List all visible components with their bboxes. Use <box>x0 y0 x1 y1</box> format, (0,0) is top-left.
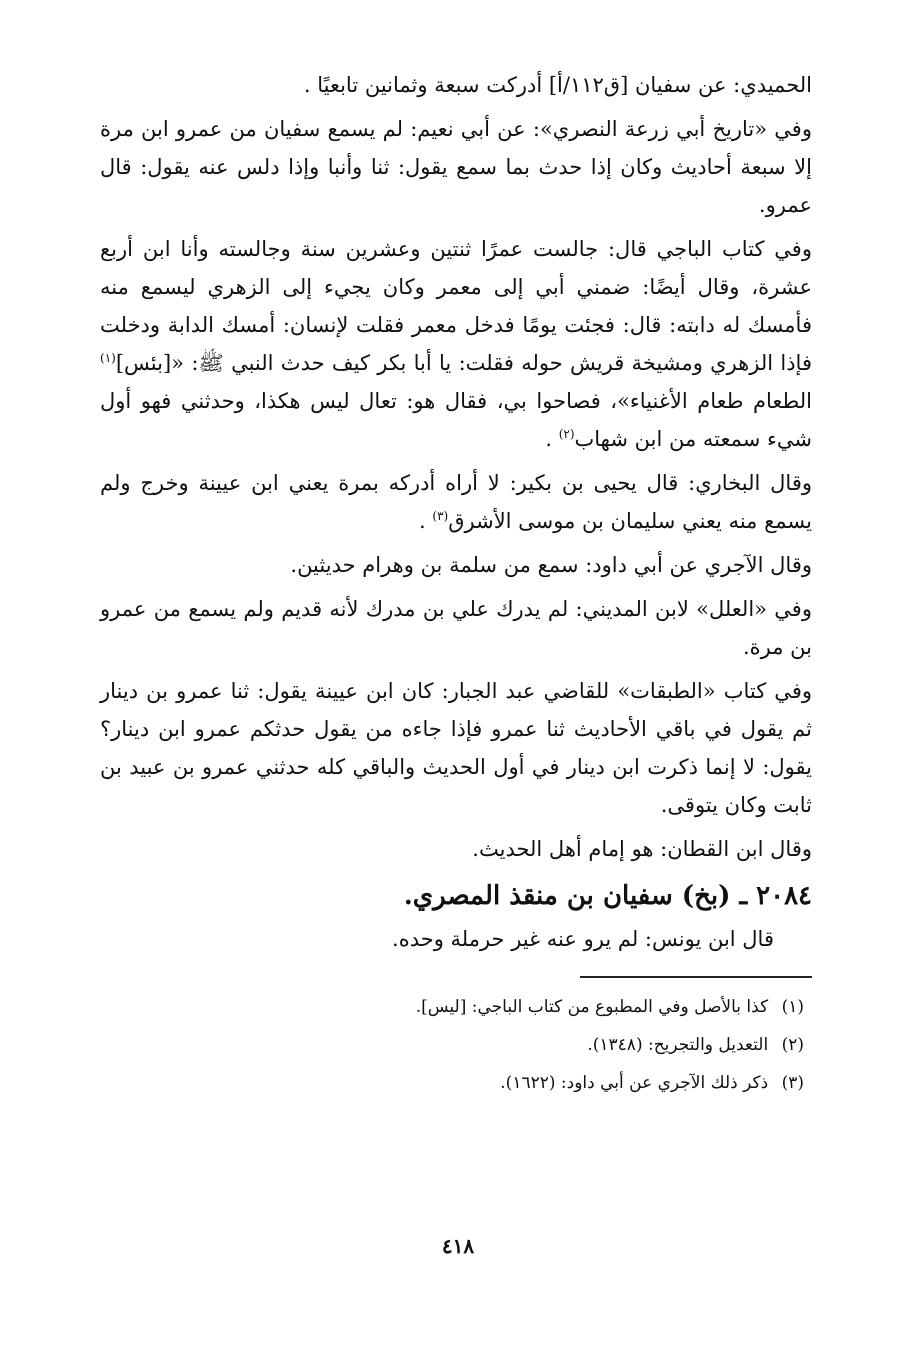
paragraph-text-continued: الطعام طعام الأغنياء»، فصاحوا بي، فقال هو: تعال ليس هكذا، وحدثني فهو أول شيء سمعته من ابن شهاب <box>100 389 812 451</box>
footnote-ref-1[interactable]: (١) <box>100 351 116 365</box>
page-number: ٤١٨ <box>441 1234 475 1258</box>
paragraph-abu-zura <box>100 110 812 224</box>
footnote-text: ذكر ذلك الآجري عن أبي داود: (١٦٢٢). <box>500 1073 769 1093</box>
paragraph-text: الحميدي: عن سفيان [ق١١٢/أ] أدركت سبعة وثمانين تابعيًا . <box>303 73 812 97</box>
paragraph-text: وقال ابن القطان: هو إمام أهل الحديث. <box>472 837 812 861</box>
paragraph-end: . <box>419 509 433 533</box>
footnote-text: كذا بالأصل وفي المطبوع من كتاب الباجي: [ليس]. <box>415 997 769 1017</box>
paragraph-text: وقال البخاري: قال يحيى بن بكير: لا أراه أدركه بمرة يعني ابن عيينة وخرج ولم يسمع منه يعني سليمان بن موسى الأشرق <box>100 471 812 533</box>
paragraph-ajurri <box>100 546 812 584</box>
entry-title: ٢٠٨٤ ـ (بخ) سفيان بن منقذ المصري. <box>403 881 812 911</box>
footnote-text: التعديل والتجريح: (١٣٤٨). <box>587 1035 769 1055</box>
footnote-ref-2[interactable]: (٢) <box>558 427 575 441</box>
paragraph-bukhari <box>100 464 812 540</box>
paragraph-end: . <box>545 427 559 451</box>
paragraph-ibn-qattan <box>100 830 812 868</box>
footnotes-list <box>100 988 812 1102</box>
page-body <box>100 66 812 1102</box>
paragraph-baji <box>100 230 812 458</box>
paragraph-text: وفي كتاب «الطبقات» للقاضي عبد الجبار: كان ابن عيينة يقول: ثنا عمرو بن دينار ثم يقول في باقي الأحاديث ثنا عمرو فإذا جاءه من يقول حدثكم عمرو ابن دينار؟ يقول: لا إنما ذكرت ابن دينار في أول الحديث والباقي كله حدثني عمرو بن عبيد بن ثابت وكان يتوقى. <box>100 679 812 817</box>
paragraph-text: وفي كتاب الباجي قال: جالست عمرًا ثنتين وعشرين سنة وجالسته وأنا ابن أربع عشرة، وقال أيضًا: ضمني أبي إلى معمر وكان يجيء إلى الزهري ليسمع منه فأمسك له دابته: قال: فجئت يومًا فدخل معمر فقلت لإنسان: أمسك الدابة ودخلت فإذا الزهري ومشيخة قريش حوله فقلت: يا أبا بكر كيف حدث النبي ﷺ: «[بئس] <box>100 237 812 375</box>
footnote-number: (١) <box>781 997 804 1017</box>
footnote-3 <box>100 1064 804 1102</box>
paragraph-text: وقال الآجري عن أبي داود: سمع من سلمة بن وهرام حديثين. <box>290 553 812 577</box>
footnote-1 <box>100 988 804 1026</box>
footnote-number: (٢) <box>781 1035 804 1055</box>
footnote-2 <box>100 1026 804 1064</box>
paragraph-humaydi <box>100 66 812 104</box>
footnote-divider <box>580 976 812 978</box>
paragraph-ilal <box>100 590 812 666</box>
paragraph-tabaqat <box>100 672 812 824</box>
paragraph-text: وفي «تاريخ أبي زرعة النصري»: عن أبي نعيم: لم يسمع سفيان من عمرو ابن مرة إلا سبعة أحاديث وكان إذا حدث بما سمع يقول: ثنا وأنبا وإذا دلس عنه يقول: قال عمرو. <box>100 117 812 217</box>
paragraph-text: وفي «العلل» لابن المديني: لم يدرك علي بن مدرك لأنه قديم ولم يسمع من عمرو بن مرة. <box>100 597 812 659</box>
entry-body: قال ابن يونس: لم يرو عنه غير حرملة وحده. <box>392 927 774 951</box>
footnote-number: (٣) <box>781 1073 804 1093</box>
footnote-ref-3[interactable]: (٣) <box>432 509 449 523</box>
